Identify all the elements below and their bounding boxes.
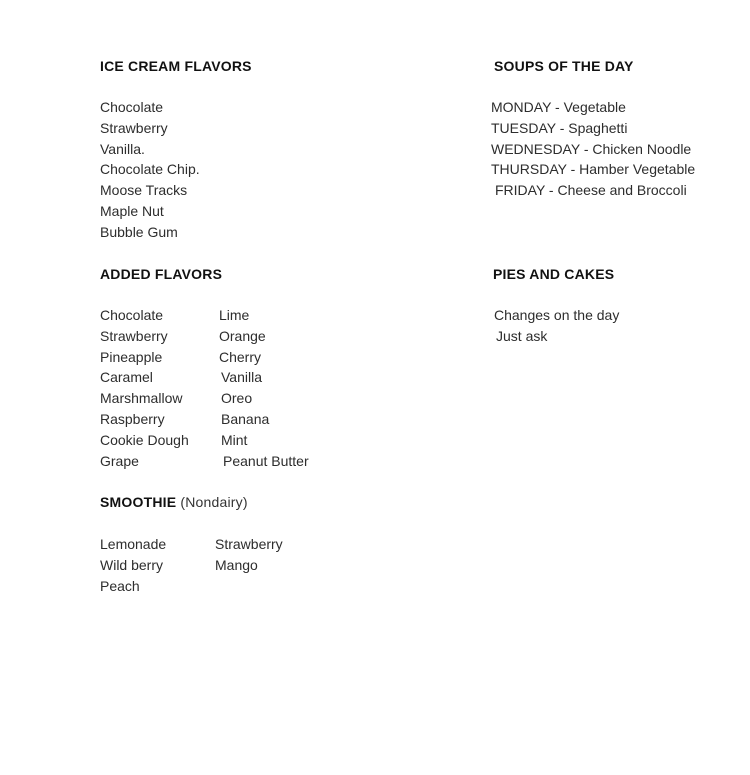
list-item: Chocolate	[100, 99, 164, 115]
smoothie-col1	[100, 534, 166, 596]
ice-cream-list	[100, 97, 200, 243]
list-item: Mint	[221, 431, 248, 448]
list-item: Lemonade	[100, 536, 167, 552]
added-flavors-col2	[219, 305, 309, 471]
list-item: Strawberry	[100, 327, 168, 344]
list-item: Maple Nut	[100, 202, 164, 219]
ice-cream-heading: ICE CREAM FLAVORS	[100, 58, 252, 74]
list-item: TUESDAY - Spaghetti	[491, 119, 628, 136]
list-item: Marshmallow	[100, 390, 183, 407]
list-item: Peach	[100, 577, 140, 594]
list-item: Caramel	[100, 369, 153, 386]
list-item: Raspberry	[100, 410, 165, 427]
pies-heading: PIES AND CAKES	[493, 266, 615, 282]
list-item: Just ask	[496, 327, 548, 344]
added-flavors-col1	[100, 305, 189, 471]
list-item: Changes on the day	[494, 307, 620, 323]
list-item: Orange	[219, 327, 266, 344]
smoothie-note: (Nondairy)	[180, 494, 248, 510]
list-item: Banana	[221, 410, 270, 427]
list-item: Vanilla	[221, 369, 262, 386]
list-item: Oreo	[221, 390, 253, 407]
smoothie-col2	[215, 534, 283, 576]
list-item: Chocolate	[100, 307, 164, 323]
list-item: Moose Tracks	[100, 182, 188, 199]
list-item: THURSDAY - Hamber Vegetable	[491, 161, 696, 178]
list-item: Bubble Gum	[100, 223, 178, 240]
list-item: Strawberry	[215, 536, 283, 552]
soups-list	[491, 97, 695, 201]
list-item: Mango	[215, 556, 258, 573]
pies-list	[494, 305, 619, 347]
list-item: Lime	[219, 307, 250, 323]
list-item: Cookie Dough	[100, 431, 189, 448]
list-item: WEDNESDAY - Chicken Noodle	[491, 140, 692, 157]
list-item: Cherry	[219, 348, 262, 365]
list-item: Peanut Butter	[223, 452, 309, 469]
soups-heading: SOUPS OF THE DAY	[494, 58, 634, 74]
list-item: Grape	[100, 452, 139, 469]
list-item: MONDAY - Vegetable	[491, 99, 626, 115]
list-item: Strawberry	[100, 119, 168, 136]
smoothie-heading	[100, 494, 248, 510]
list-item: Vanilla.	[100, 140, 145, 157]
list-item: Chocolate Chip.	[100, 161, 200, 178]
smoothie-title: SMOOTHIE	[100, 494, 177, 510]
list-item: FRIDAY - Cheese and Broccoli	[495, 182, 687, 199]
list-item: Pineapple	[100, 348, 163, 365]
added-flavors-heading: ADDED FLAVORS	[100, 266, 223, 282]
list-item: Wild berry	[100, 556, 164, 573]
